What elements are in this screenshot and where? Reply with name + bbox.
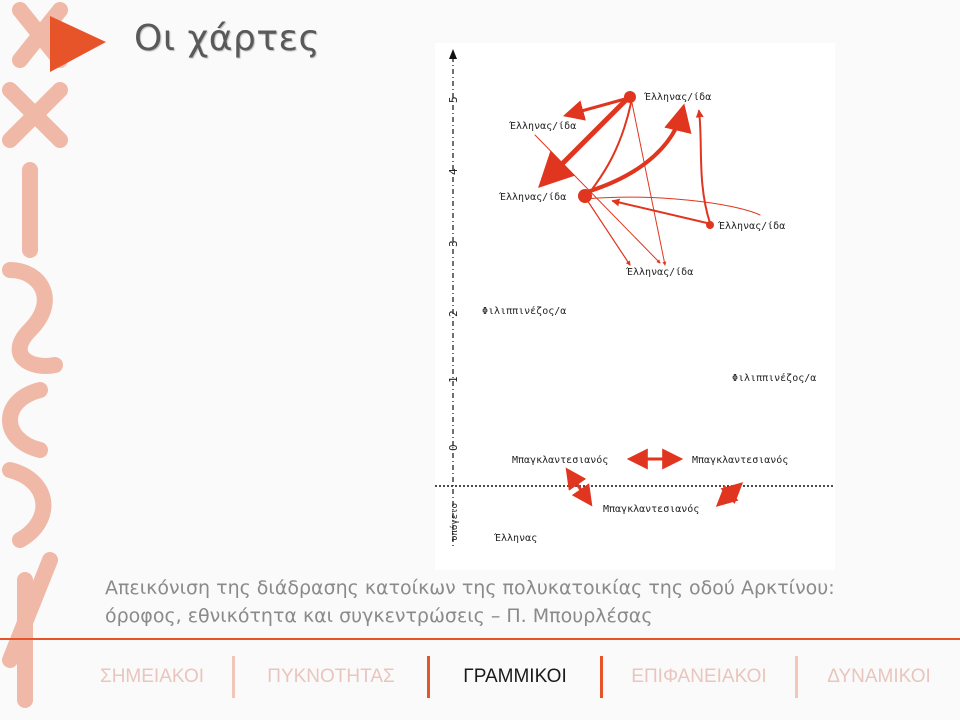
label-bangla-right: Μπαγκλαντεσιανός [692, 455, 789, 466]
axis-arrow-icon [449, 49, 457, 59]
arrow-5a-to-3b [632, 103, 665, 265]
label-greek-3b: Έλληνας/ίδα [627, 267, 694, 278]
axis-tick-3: 3 [447, 240, 460, 247]
arrow-3a-to-5 [699, 111, 710, 223]
arrow-4-to-3a-loop [585, 197, 760, 215]
caption-line-2: όροφος, εθνικότητα και συγκεντρώσεις – Π. Μπουρλέσας [105, 605, 653, 627]
label-bangla-left: Μπαγκλαντεσιανός [512, 455, 609, 466]
tab-pyknotitas[interactable]: ΠΥΚΝΟΤΗΤΑΣ [267, 666, 395, 687]
arrow-3a-to-4 [613, 201, 707, 223]
label-filipino-2: Φιλιππινέζος/α [482, 306, 567, 317]
axis-tick-2: 2 [447, 310, 460, 317]
interaction-diagram [435, 43, 835, 570]
label-filipino-1: Φιλιππινέζος/α [732, 373, 817, 384]
tab-simeiakoi[interactable]: ΣΗΜΕΙΑΚΟΙ [99, 666, 205, 687]
divider-line [0, 638, 960, 640]
axis-tick-5: 5 [447, 96, 460, 103]
axis-tick-0: 0 [447, 444, 460, 451]
label-greek-basement: Έλληνας [495, 533, 538, 544]
map-type-tabs [72, 654, 960, 700]
axis-tick-4: 4 [447, 168, 460, 175]
label-greek-4: Έλληνας/ίδα [500, 192, 567, 203]
caption-line-1: Απεικόνιση της διάδρασης κατοίκων της πολυκατοικίας της οδού Αρκτίνου: [105, 577, 835, 599]
label-greek-3a: Έλληνας/ίδα [719, 221, 786, 232]
arrow-bangla-right-basement [719, 485, 740, 504]
label-greek-5a: Έλληνας/ίδα [645, 92, 712, 103]
play-triangle-icon [50, 16, 106, 72]
basement-label: υπόγειο [450, 503, 460, 541]
tab-grammikoi[interactable]: ΓΡΑΜΜΙΚΟΙ [463, 666, 567, 687]
arrow-bangla-left-basement [568, 471, 590, 503]
decorative-sidebar [0, 0, 72, 720]
axis-tick-1: 1 [447, 376, 460, 383]
tab-dynamikoi[interactable]: ΔΥΝΑΜΙΚΟΙ [827, 666, 931, 687]
label-greek-5b: Έλληνας/ίδα [510, 121, 577, 132]
label-bangla-basement: Μπαγκλαντεσιανός [603, 504, 700, 515]
arrow-5a-to-4 [543, 101, 625, 183]
tab-epifaneiakoi[interactable]: ΕΠΙΦΑΝΕΙΑΚΟΙ [631, 666, 767, 687]
slide-caption [105, 574, 935, 630]
slide-title: Οι χάρτες [134, 18, 321, 59]
